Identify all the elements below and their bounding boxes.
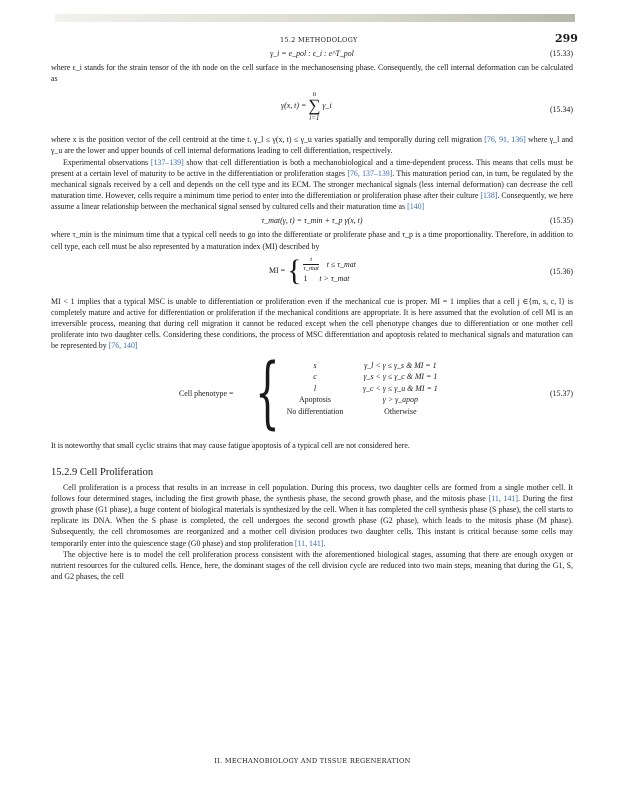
case-condition: γ_l < γ ≤ γ_s & MI = 1: [364, 360, 437, 370]
paragraph: The objective here is to model the cell proliferation process consistent with the aforementioned biological stages, assuming that there are enough oxygen or nutrient resources for the cultured cells. Hence, here, the dominant stages of the cell division cycle are reduced into two main steps, meaning that during the G1, S, and G2 phases, the cell: [51, 549, 573, 582]
left-brace: {: [287, 253, 302, 287]
case-condition: t ≤ τ_mat: [326, 259, 356, 269]
citation-link[interactable]: [76, 140]: [108, 341, 138, 351]
paragraph: where ϵ_i stands for the strain tensor of the ith node on the cell surface in the mechanosensing phase. Consequently, the cell internal deformation can be calculated as: [51, 63, 573, 84]
left-brace: {: [255, 347, 280, 438]
case-value: 1: [303, 274, 308, 284]
paragraph: where τ_min is the minimum time that a typical cell needs to go into the differentiate or proliferate phase and τ_p is a time proportionality. Therefore, in addition to cell type, each cell must be also represented by a maturation index (MI) described by: [51, 230, 573, 251]
case-condition: γ > γ_apop: [382, 395, 418, 404]
citation-link[interactable]: [137–139]: [150, 157, 184, 167]
cases-table: [267, 360, 438, 418]
paragraph: It is noteworthy that small cyclic strains that may cause fatigue apoptosis of a typical cell are not considered here.: [51, 440, 410, 450]
paragraph: Cell proliferation is a process that results in an increase in cell population. During this process, two daughter cells are formed from a single mother cell. It follows four determined stages, including the first growth phase, the synthesis phase, the second growth phase, and the mitosis phase [11, 141]. During the first growth phase (G1 phase), a huge content of biological materials is synthesized by the cell. When it has completed the cell synthesis phase (S phase), the cell starts to replicate its DNA. When the S phase is completed, the cell undergoes the second growth phase (G2 phase), which leads to the mitosis phase (M phase). Subsequently, the cell chromosomes are reorganized and a mother cell division produces two daughter cells. This instant is critical because some cells may temporarily enter into the quiescence stage (G0 phase) and stop proliferation [11, 141].: [51, 482, 573, 548]
equation-15-35: [51, 215, 573, 229]
equation-number: (15.33): [549, 49, 573, 58]
running-head: 15.2 METHODOLOGY: [280, 36, 358, 44]
section-heading: 15.2.9 Cell Proliferation: [51, 466, 154, 478]
sum-symbol: n ∑ i=1: [308, 90, 321, 123]
sum-upper-limit: n: [312, 90, 317, 99]
equation-number: (15.34): [549, 105, 573, 115]
equation-number: (15.35): [549, 216, 573, 226]
equation-15-34: [51, 84, 573, 134]
sum-term: γ_i: [322, 101, 332, 111]
case-condition: γ_s < γ ≤ γ_c & MI = 1: [363, 372, 438, 381]
equation-lhs: γ(x, t) =: [281, 101, 307, 111]
equation-lhs: MI =: [269, 265, 286, 275]
citation-link[interactable]: [140]: [407, 202, 425, 212]
case-condition: Otherwise: [384, 406, 417, 416]
citation-link[interactable]: [11, 141]: [488, 493, 518, 503]
citation-link[interactable]: [138]: [480, 191, 498, 201]
case-condition: γ_c < γ ≤ γ_u & MI = 1: [363, 383, 438, 393]
page-body: [51, 48, 573, 582]
equation-number: (15.37): [549, 388, 573, 398]
header-rule: [55, 14, 575, 22]
case-outcome: Apoptosis: [298, 395, 331, 404]
equation-number: (15.36): [549, 266, 573, 276]
equation-15-36: [51, 252, 573, 296]
page-footer: II. MECHANOBIOLOGY AND TISSUE REGENERATION: [214, 757, 411, 765]
page-number: 299: [555, 32, 578, 45]
equation-formula: γ_i = e_pol : ϵ_i : e^T_pol: [270, 49, 354, 58]
citation-link[interactable]: [76, 137–139]: [347, 168, 393, 178]
paragraph: where x is the position vector of the cell centroid at the time t. γ_l ≤ γ(x, t) ≤ γ_u varies spatially and temporally during cell migration [76, 91, 136] where γ_l and γ_u are the lower and upper bounds of cell internal deformations leading to cell differentiation, respectively.: [51, 135, 573, 156]
case-outcome: s: [313, 360, 317, 370]
case-outcome: c: [313, 372, 317, 381]
citation-link[interactable]: [11, 141]: [294, 538, 324, 548]
equation-15-33: [51, 48, 573, 62]
sum-lower-limit: i=1: [309, 114, 320, 123]
case-outcome: No differentiation: [286, 406, 344, 416]
citation-link[interactable]: [76, 91, 136]: [484, 135, 526, 145]
case-condition: t > τ_mat: [319, 274, 350, 284]
fraction: $\frac{t}{\text{τ\_mat}}$: [303, 256, 319, 273]
equation-lhs: Cell phenotype =: [179, 388, 234, 398]
equation-formula: τ_mat(γ, t) = τ_min + τ_p γ(x, t): [261, 216, 363, 226]
paragraph: MI < 1 implies that a typical MSC is unable to differentiation or proliferation even if the mechanical cue is proper. MI = 1 implies that a cell j ∈{m, s, c, l} is completely mature and active for differentiation or proliferation if the mechanical conditions are appropriate. It is here assumed that the evolution of cell MI is an irreversible process, meaning that during cell migration it cannot be reduced except when the cell phenotype changes due to differentiation or one mother cell proliferate into two daughter cells. Considering these conditions, the process of MSC differentiation and apoptosis related to mechanical signals and maturation can be represented by [76, 140]: [51, 296, 573, 351]
equation-15-37: [51, 347, 573, 438]
case-outcome: l: [313, 383, 317, 393]
paragraph: Experimental observations [137–139] show that cell differentiation is both a mechanobiological and a time-dependent process. This means that cells must be present at a certain level of maturity to be active in the differentiation or proliferation stages [76, 137–139]. This maturation period can, in turn, be regulated by the mechanical signals received by a cell and depends on the cell type and its ECM. The stronger mechanical signals (less internal deformation) can decrease the cell maturation time. However, cells require a minimum time period to enter into the differentiation or proliferation phase after their culture [138]. Consequently, we here assume a linear relationship between the mechanical signal sensed by cultured cells and their maturation time as [140]: [51, 157, 573, 212]
